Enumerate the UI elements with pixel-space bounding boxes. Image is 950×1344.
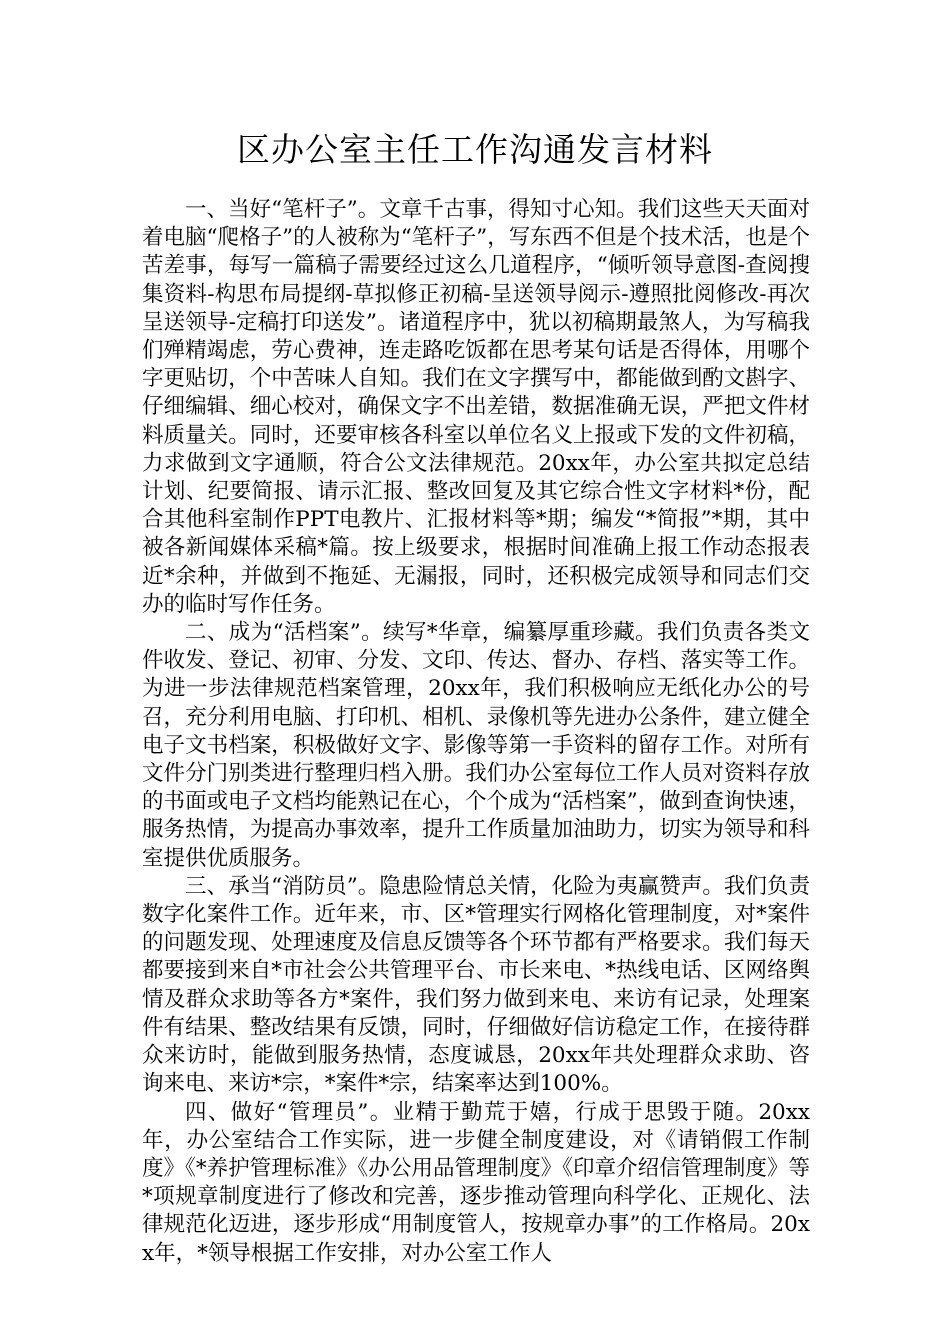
paragraph-4: 四、做好“管理员”。业精于勤荒于嬉，行成于思毁于随。20xx年，办公室结合工作实际，进一步健全制度建设，对《请销假工作制度》《*养护管理标准》《办公用品管理制度》《印章介绍信管理制度》等*项规章制度进行了修改和完善，逐步推动管理向科学化、正规化、法律规范化迈进，逐步形成“用制度管人，按规章办事”的工作格局。20xx年，*领导根据工作安排，对办公室工作人 [142, 1099, 810, 1266]
document-body [142, 196, 810, 1268]
paragraph-1: 一、当好“笔杆子”。文章千古事，得知寸心知。我们这些天天面对着电脑“爬格子”的人被称为“笔杆子”，写东西不但是个技术活，也是个苦差事，每写一篇稿子需要经过这么几道程序，“倾听领导意图-查阅搜集资料-构思布局提纲-草拟修正初稿-呈送领导阅示-遵照批阅修改-再次呈送领导-定稿打印送发”。诸道程序中，犹以初稿期最煞人，为写稿我们殚精竭虑，劳心费神，连走路吃饭都在思考某句话是否得体，用哪个字更贴切，个中苦味人自知。我们在文字撰写中，都能做到酌文斟字、仔细编辑、细心校对，确保文字不出差错，数据准确无误，严把文件材料质量关。同时，还要审核各科室以单位名义上报或下发的文件初稿，力求做到文字通顺，符合公文法律规范。20xx年，办公室共拟定总结计划、纪要简报、请示汇报、整改回复及其它综合性文字材料*份，配合其他科室制作PPT电教片、汇报材料等*期；编发“*简报”*期，其中被各新闻媒体采稿*篇。按上级要求，根据时间准确上报工作动态报表近*余种，并做到不拖延、无漏报，同时，还积极完成领导和同志们交办的临时写作任务。 [142, 197, 810, 617]
paragraph-2: 二、成为“活档案”。续写*华章，编纂厚重珍藏。我们负责各类文件收发、登记、初审、分发、文印、传达、督办、存档、落实等工作。为进一步法律规范档案管理，20xx年，我们积极响应无纸化办公的号召，充分利用电脑、打印机、相机、录像机等先进办公条件，建立健全电子文书档案，积极做好文字、影像等第一手资料的留存工作。对所有文件分门别类进行整理归档入册。我们办公室每位工作人员对资料存放的书面或电子文档均能熟记在心，个个成为“活档案”，做到查询快速，服务热情，为提高办事效率，提升工作质量加油助力，切实为领导和科室提供优质服务。 [142, 620, 810, 871]
document-title: 区办公室主任工作沟通发言材料 [237, 130, 713, 169]
paragraph-3: 三、承当“消防员”。隐患险情总关情，化险为夷赢赞声。我们负责数字化案件工作。近年来，市、区*管理实行网格化管理制度，对*案件的问题发现、处理速度及信息反馈等各个环节都有严格要求。我们每天都要接到来自*市社会公共管理平台、市长来电、*热线电话、区网络舆情及群众求助等各方*案件，我们努力做到来电、来访有记录，处理案件有结果、整改结果有反馈，同时，仔细做好信访稳定工作，在接待群众来访时，能做到服务热情，态度诚恳，20xx年共处理群众求助、咨询来电、来访*宗，*案件*宗，结案率达到100%。 [142, 873, 810, 1097]
